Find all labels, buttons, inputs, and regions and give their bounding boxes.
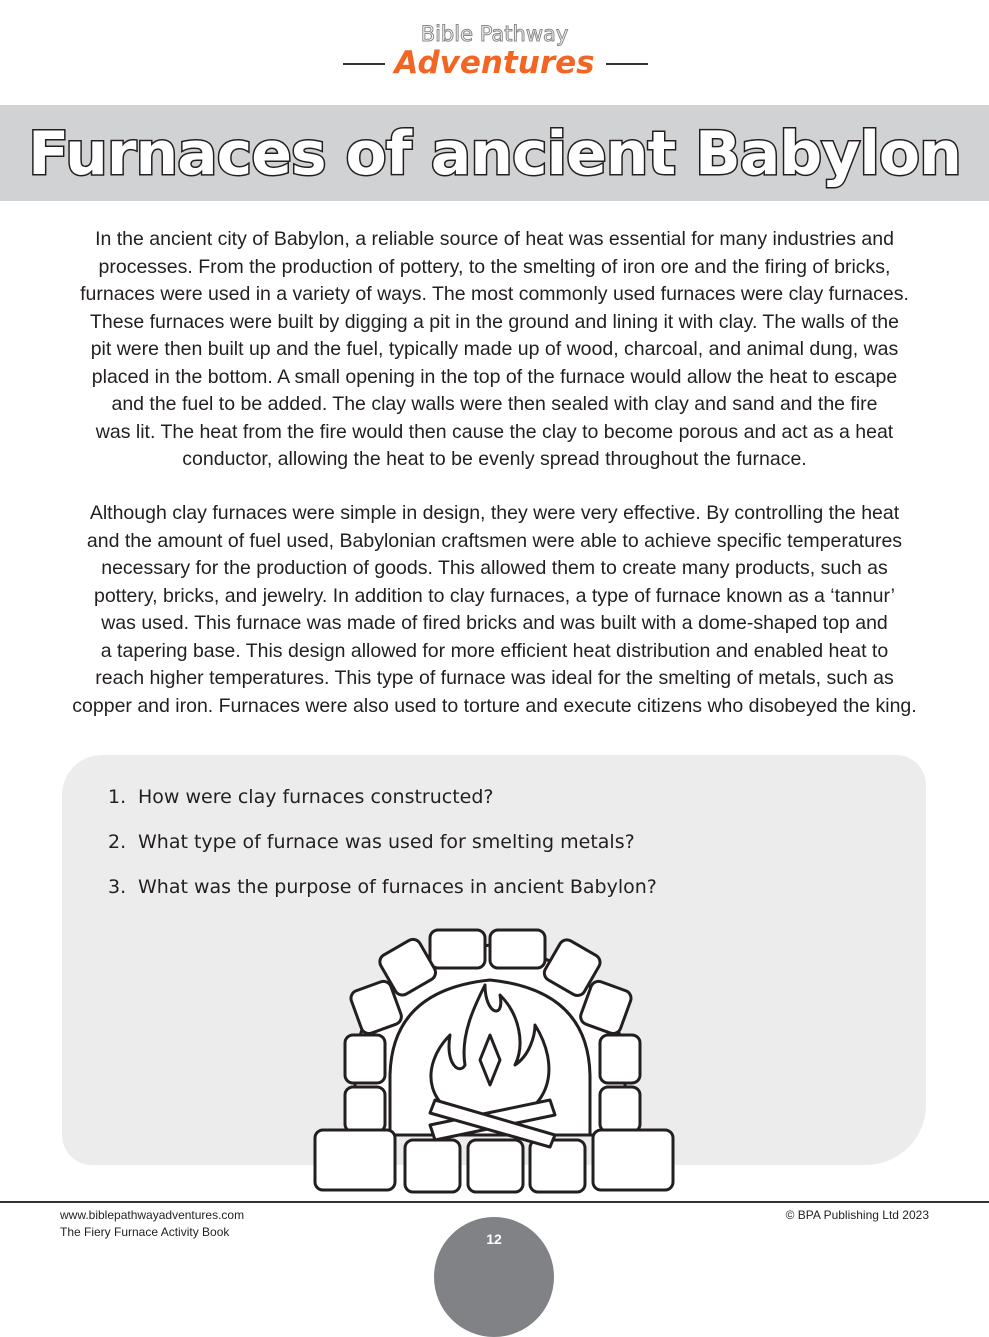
footer-copyright: © BPA Publishing Ltd 2023 (785, 1208, 929, 1222)
page-title: Furnaces of ancient Babylon (28, 119, 961, 189)
text-line: furnaces were used in a variety of ways. The most commonly used furnaces were clay furnaces. (80, 283, 909, 305)
logo (0, 22, 989, 80)
paragraph-1 (40, 226, 949, 474)
footer-divider (0, 1201, 989, 1203)
text-line: These furnaces were built by digging a pit in the ground and lining it with clay. The walls of the (90, 310, 899, 333)
text-line: reach higher temperatures. This type of furnace was ideal for the smelting of metals, such as (95, 667, 894, 689)
text-line: was used. This furnace was made of fired bricks and was built with a dome-shaped top and (101, 612, 888, 634)
text-line: and the fuel to be added. The clay walls were then sealed with clay and sand and the fire (111, 393, 878, 415)
text-line: pottery, bricks, and jewelry. In addition to clay furnaces, a type of furnace known as a ‘tannur’ (93, 584, 895, 607)
page-number: 12 (486, 1231, 502, 1247)
question-3: 3. What was the purpose of furnaces in ancient Babylon? (108, 876, 657, 898)
text-line: necessary for the production of goods. This allowed them to create many products, such as (101, 557, 888, 579)
paragraph-2 (40, 500, 949, 720)
text-line: and the amount of fuel used, Babylonian craftsmen were able to achieve specific temperatures (86, 529, 903, 552)
text-line: Although clay furnaces were simple in design, they were very effective. By controlling the heat (89, 502, 900, 524)
text-line: conductor, allowing the heat to be evenly spread throughout the furnace. (182, 448, 807, 470)
text-line: pit were then built up and the fuel, typically made up of wood, charcoal, and animal dung, was (90, 338, 899, 360)
text-line: In the ancient city of Babylon, a reliable source of heat was essential for many industries and (95, 228, 894, 250)
logo-line2: Adventures (394, 45, 595, 81)
logo-line1: Bible Pathway (420, 22, 569, 46)
footer-book-title: The Fiery Furnace Activity Book (60, 1225, 230, 1239)
text-line: copper and iron. Furnaces were also used to torture and execute citizens who disobeyed the king. (72, 694, 917, 717)
footer-website: www.biblepathwayadventures.com (60, 1208, 245, 1222)
question-1: 1. How were clay furnaces constructed? (108, 786, 494, 808)
furnace-illustration (310, 925, 680, 1200)
text-line: a tapering base. This design allowed for more efficient heat distribution and enabled heat to (100, 639, 889, 662)
text-line: was lit. The heat from the fire would then cause the clay to become porous and act as a heat (95, 420, 894, 443)
text-line: processes. From the production of pottery, to the smelting of iron ore and the firing of bricks, (98, 255, 891, 278)
text-line: placed in the bottom. A small opening in the top of the furnace would allow the heat to escape (91, 365, 898, 388)
footer-left (60, 1207, 244, 1241)
question-2: 2. What type of furnace was used for smelting metals? (108, 831, 635, 853)
